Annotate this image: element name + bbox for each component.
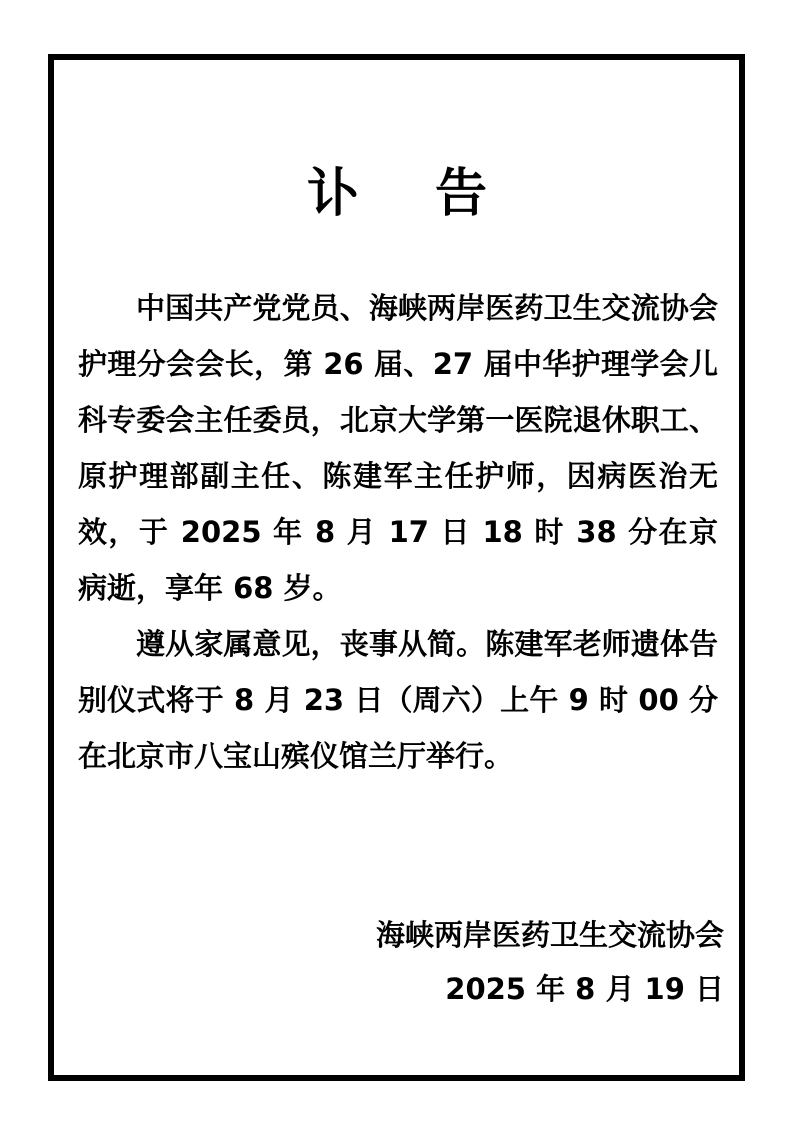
notice-title: 讣告	[306, 164, 563, 224]
notice-body	[78, 280, 718, 784]
notice-paragraph-announcement: 中国共产党党员、海峡两岸医药卫生交流协会护理分会会长，第 26 届、27 届中华护理学会儿科专委会主任委员，北京大学第一医院退休职工、原护理部副主任、陈建军主任护师，因病医治无效，于 2025 年 8 月 17 日 18 时 38 分在京病逝，享年 68 岁。	[78, 291, 718, 605]
notice-paragraph-funeral-arrangement: 遵从家属意见，丧事从简。陈建军老师遗体告别仪式将于 8 月 23 日（周六）上午 9 时 00 分在北京市八宝山殡仪馆兰厅举行。	[78, 627, 718, 773]
issue-date: 2025 年 8 月 19 日	[445, 972, 724, 1006]
notice-signoff	[376, 908, 724, 1016]
issuing-organization: 海峡两岸医药卫生交流协会	[375, 918, 724, 952]
